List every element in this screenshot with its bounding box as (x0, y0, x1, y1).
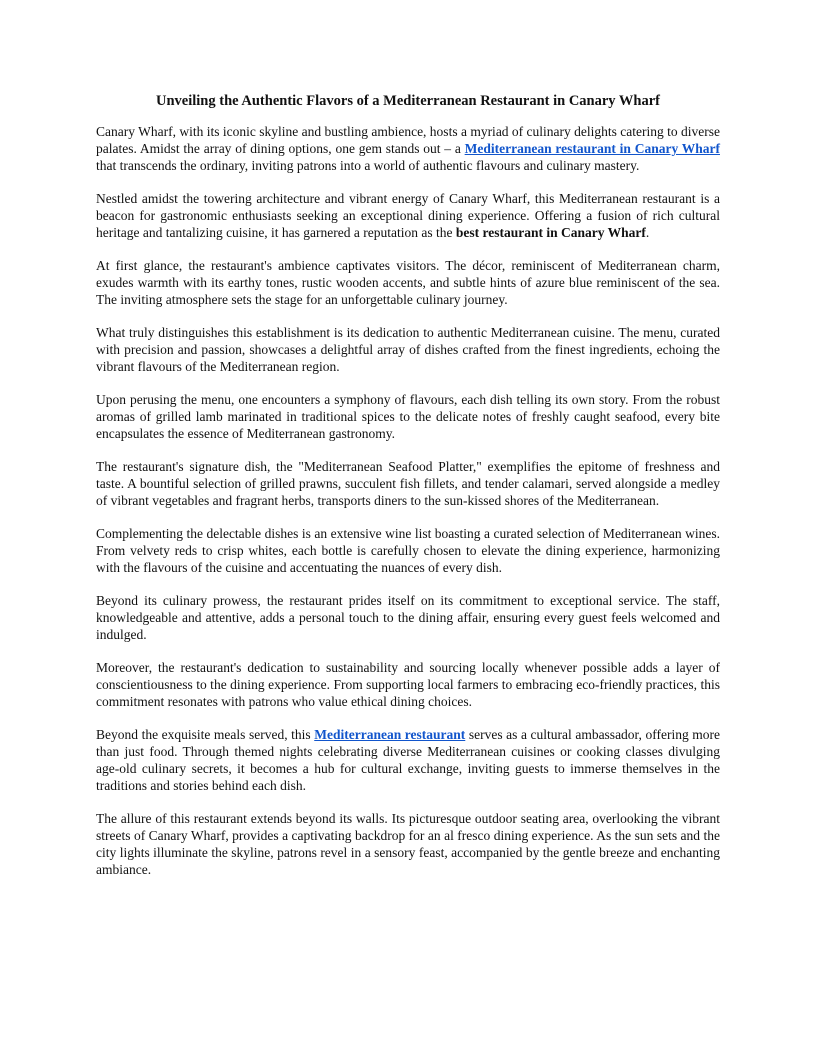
paragraph-outdoor: The allure of this restaurant extends beyond its walls. Its picturesque outdoor seating area, overlooking the vibrant streets of Canary Wharf, provides a captivating backdrop for an al fresco dining experience. As the sun sets and the city lights illuminate the skyline, patrons revel in a sensory feast, accompanied by the gentle breeze and enchanting ambiance. (96, 811, 720, 877)
paragraph-cultural-text-after: serves as a cultural ambassador, offering more than just food. Through themed nights celebrating diverse Mediterranean cuisines or cooking classes divulging age-old culinary secrets, it becomes a hub for cultural exchange, inviting guests to immerse themselves in the traditions and stories behind each dish. (96, 727, 720, 793)
paragraph-service: Beyond its culinary prowess, the restaurant prides itself on its commitment to exceptional service. The staff, knowledgeable and attentive, adds a personal touch to the dining affair, ensuring every guest feels welcomed and indulged. (96, 593, 720, 642)
paragraph-location-text-after: . (645, 225, 650, 240)
paragraph-location-text-before: Nestled amidst the towering architecture and vibrant energy of Canary Wharf, this Mediterranean restaurant is a beacon for gastronomic enthusiasts seeking an exceptional dining experience. Offering a fusion of rich cultural heritage and tantalizing cuisine, it has garnered a reputation as the (96, 191, 720, 240)
mediterranean-restaurant-link[interactable]: Mediterranean restaurant (314, 727, 466, 742)
paragraph-sustainability: Moreover, the restaurant's dedication to sustainability and sourcing locally whenever possible adds a layer of conscientiousness to the dining experience. From supporting local farmers to embracing eco-friendly practices, this commitment resonates with patrons who value ethical dining choices. (96, 660, 720, 709)
document-page (96, 92, 720, 894)
mediterranean-restaurant-canary-wharf-link[interactable]: Mediterranean restaurant in Canary Wharf (464, 141, 720, 156)
paragraph-signature-dish: The restaurant's signature dish, the "Mediterranean Seafood Platter," exemplifies the epitome of freshness and taste. A bountiful selection of grilled prawns, succulent fish fillets, and tender calamari, served alongside a medley of vibrant vegetables and fragrant herbs, transports diners to the sun-kissed shores of the Mediterranean. (96, 459, 720, 508)
paragraph-intro-text-after: that transcends the ordinary, inviting patrons into a world of authentic flavours and culinary mastery. (96, 158, 640, 173)
paragraph-cuisine: What truly distinguishes this establishment is its dedication to authentic Mediterranean cuisine. The menu, curated with precision and passion, showcases a delightful array of dishes crafted from the finest ingredients, echoing the vibrant flavours of the Mediterranean region. (96, 325, 720, 374)
paragraph-ambience: At first glance, the restaurant's ambience captivates visitors. The décor, reminiscent of Mediterranean charm, exudes warmth with its earthy tones, rustic wooden accents, and subtle hints of azure blue reminiscent of the sea. The inviting atmosphere sets the stage for an unforgettable culinary journey. (96, 258, 720, 307)
paragraph-cultural-text-before: Beyond the exquisite meals served, this (96, 727, 315, 742)
document-title: Unveiling the Authentic Flavors of a Mediterranean Restaurant in Canary Wharf (156, 93, 660, 109)
paragraph-intro (96, 123, 720, 174)
paragraph-cultural (96, 726, 720, 794)
paragraph-location (96, 190, 720, 241)
paragraph-menu: Upon perusing the menu, one encounters a symphony of flavours, each dish telling its own story. From the robust aromas of grilled lamb marinated in traditional spices to the delicate notes of freshly caught seafood, every bite encapsulates the essence of Mediterranean gastronomy. (96, 392, 720, 441)
paragraph-wine-list: Complementing the delectable dishes is an extensive wine list boasting a curated selection of Mediterranean wines. From velvety reds to crisp whites, each bottle is carefully chosen to elevate the dining experience, harmonizing with the flavours of the cuisine and accentuating the nuances of every dish. (96, 526, 720, 575)
paragraph-intro-text-before: Canary Wharf, with its iconic skyline and bustling ambience, hosts a myriad of culinary delights catering to diverse palates. Amidst the array of dining options, one gem stands out – a (96, 124, 720, 156)
best-restaurant-bold-text: best restaurant in Canary Wharf (455, 225, 646, 240)
